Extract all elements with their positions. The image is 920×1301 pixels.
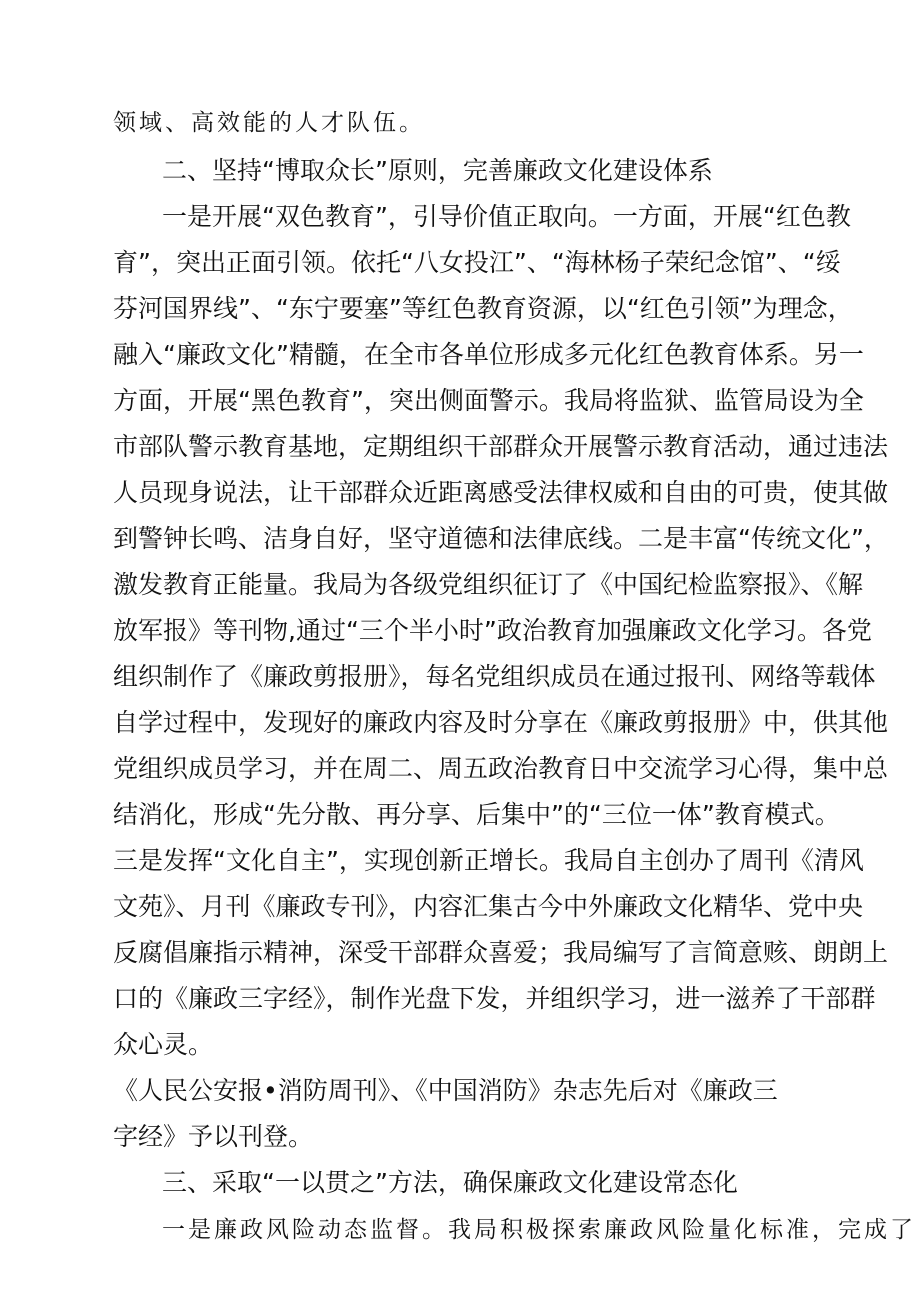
text-line-20: 口的《廉政三字经》，制作光盘下发，并组织学习，进一滋养了干部群 xyxy=(113,984,876,1013)
text-line-15: 党组织成员学习，并在周二、周五政治教育日中交流学习心得，集中总 xyxy=(113,754,889,783)
text-line-19: 反腐倡廉指示精神，深受干部群众喜爱；我局编写了言简意赅、朗朗上 xyxy=(113,938,889,967)
text-line-21: 众心灵。 xyxy=(113,1030,214,1059)
text-line-10: 到警钟长鸣、洁身自好，坚守道德和法律底线。二是丰富“传统文化”， xyxy=(113,524,889,553)
text-line-14: 自学过程中，发现好的廉政内容及时分享在《廉政剪报册》中，供其他 xyxy=(113,708,889,737)
text-line-13: 组织制作了《廉政剪报册》，每名党组织成员在通过报刊、网络等载体 xyxy=(113,662,876,691)
text-line-4: 育”，突出正面引领。依托“八女投江”、“海林杨子荣纪念馆”、“绥 xyxy=(113,248,841,277)
section-heading-2: 二、坚持“博取众长”原则，完善廉政文化建设体系 xyxy=(162,156,713,185)
section-heading-3: 三、采取“一以贯之”方法，确保廉政文化建设常态化 xyxy=(162,1168,738,1197)
text-line-6: 融入“廉政文化”精髓，在全市各单位形成多元化红色教育体系。另一 xyxy=(113,340,864,369)
text-line-17: 三是发挥“文化自主”，实现创新正增长。我局自主创办了周刊《清风 xyxy=(113,846,864,875)
text-line-18: 文苑》、月刊《廉政专刊》，内容汇集古今中外廉政文化精华、党中央 xyxy=(113,892,864,921)
text-line-12: 放军报》等刊物,通过“三个半小时”政治教育加强廉政文化学习。各党 xyxy=(113,616,872,645)
text-line-7: 方面，开展“黑色教育”，突出侧面警示。我局将监狱、监管局设为全 xyxy=(113,386,864,415)
text-line-5: 芬河国界线”、“东宁要塞”等红色教育资源，以“红色引领”为理念， xyxy=(113,294,853,323)
text-line-22: 《人民公安报•消防周刊》、《中国消防》杂志先后对《廉政三 xyxy=(113,1076,778,1105)
text-line-8: 市部队警示教育基地，定期组织干部群众开展警示教育活动，通过违法 xyxy=(113,432,889,461)
text-line-3: 一是开展“双色教育”，引导价值正取向。一方面，开展“红色教 xyxy=(162,202,851,231)
text-line-9: 人员现身说法，让干部群众近距离感受法律权威和自由的可贵，使其做 xyxy=(113,478,889,507)
text-line-1: 领域、高效能的人才队伍。 xyxy=(113,110,425,136)
text-line-25: 一是廉政风险动态监督。我局积极探索廉政风险量化标准，完成了 xyxy=(162,1217,916,1243)
text-line-16: 结消化，形成“先分散、再分享、后集中”的“三位一体”教育模式。 xyxy=(113,800,840,829)
text-line-11: 激发教育正能量。我局为各级党组织征订了《中国纪检监察报》、《解 xyxy=(113,570,864,599)
text-line-23: 字经》予以刊登。 xyxy=(113,1122,314,1151)
